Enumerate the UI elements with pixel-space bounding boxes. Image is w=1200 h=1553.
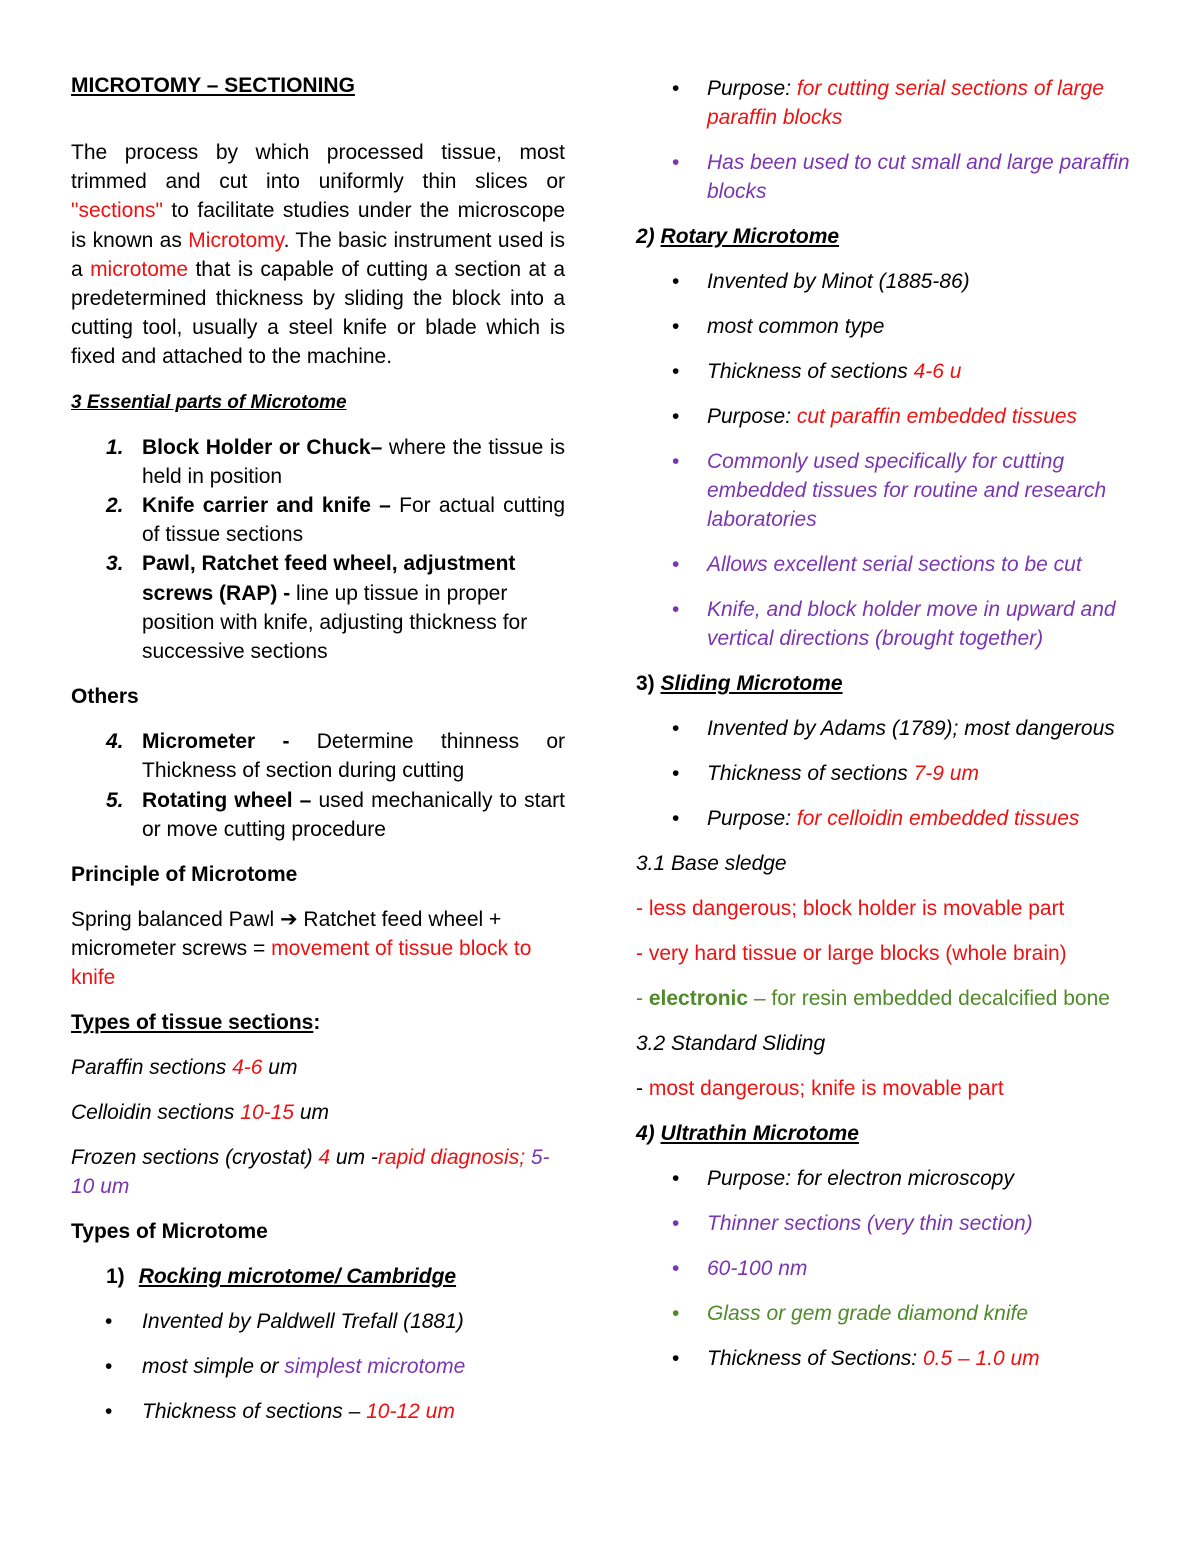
item-description: line up tissue in proper position with knife, adjusting thickness for successive sections: [142, 581, 528, 664]
bullet-text: Invented by Minot (1885-86): [707, 270, 970, 293]
list-item: [71, 433, 565, 491]
rocking-title: Rocking microtome/ Cambridge: [138, 1265, 457, 1289]
bullet-highlight: cut paraffin embedded tissues: [796, 405, 1078, 428]
bullet-icon: •: [672, 405, 680, 428]
base-sledge-line: [636, 984, 1136, 1013]
value: 4-6: [232, 1056, 263, 1080]
bullet-highlight: for celloidin embedded tissues: [796, 807, 1080, 830]
unit: um: [262, 1056, 298, 1080]
page-title: MICROTOMY – SECTIONING: [71, 74, 355, 97]
list-item: [636, 267, 1136, 296]
bullet-icon: •: [105, 1400, 113, 1424]
tissue-sections-heading: [71, 1008, 565, 1037]
list-item: [636, 312, 1136, 341]
list-item: [636, 550, 1136, 579]
bullet-icon: •: [672, 151, 680, 174]
list-item: [636, 804, 1136, 833]
bullet-icon: •: [672, 1212, 680, 1235]
sliding-heading: [636, 669, 1136, 698]
list-item: [636, 1299, 1136, 1328]
others-heading: Others: [71, 685, 139, 709]
sliding-title: Sliding Microtome: [660, 672, 843, 695]
bullet-text: Thickness of Sections:: [707, 1347, 923, 1370]
bullet-text: Glass or gem grade diamond knife: [707, 1302, 1028, 1325]
tissue-sections-title: Types of tissue sections: [71, 1011, 314, 1035]
bullet-text: Commonly used specifically for cutting embedded tissues for routine and research laboratories: [707, 450, 1107, 531]
item-term: Block Holder or Chuck–: [142, 435, 383, 459]
intro-text-2: to facilitate studies under the microscope is known as: [71, 199, 565, 252]
intro-microtome-term: microtome: [90, 257, 189, 281]
list-item: [636, 759, 1136, 788]
bullet-icon: •: [672, 717, 680, 740]
bullet-icon: •: [672, 270, 680, 293]
list-item: [636, 595, 1136, 653]
label: Paraffin sections: [71, 1056, 233, 1080]
principle-text-1: Spring balanced Pawl: [71, 908, 280, 932]
bullet-highlight: simplest microtome: [284, 1355, 466, 1379]
bullet-icon: •: [105, 1355, 113, 1379]
intro-paragraph: [71, 138, 565, 372]
principle-text: [71, 905, 565, 992]
bullet-icon: •: [672, 450, 680, 473]
value: 4: [318, 1146, 331, 1170]
rotary-heading: [636, 222, 1136, 251]
bullet-icon: •: [672, 553, 680, 576]
item-description: Determine thinness or Thickness of section during cutting: [142, 730, 566, 783]
item-number: 2): [636, 225, 655, 248]
list-item: [636, 74, 1136, 132]
item-number: 3.: [106, 552, 124, 576]
item-description: where the tissue is held in position: [142, 435, 565, 488]
bullet-text: Knife, and block holder move in upward and vertical directions (brought together): [707, 598, 1116, 650]
principle-heading: Principle of Microtome: [71, 863, 298, 887]
standard-sliding-line: [636, 1074, 1136, 1103]
unit: um: [293, 1101, 329, 1125]
essential-parts-list: [71, 433, 565, 667]
item-number: 2.: [106, 494, 124, 518]
bullet-highlight: 10-12 um: [366, 1400, 455, 1424]
bullet-text: Has been used to cut small and large paraffin blocks: [707, 151, 1130, 203]
bullet-icon: •: [672, 807, 680, 830]
label: Celloidin sections: [71, 1101, 241, 1125]
bullet-icon: •: [672, 1347, 680, 1370]
intro-text-1: The process by which processed tissue, most trimmed and cut into uniformly thin slices or: [71, 141, 565, 194]
ultrathin-title: Ultrathin Microtome: [660, 1122, 859, 1145]
item-term: Pawl, Ratchet feed wheel, adjustment screws (RAP) -: [142, 552, 516, 605]
item-description: used mechanically to start or move cutting procedure: [142, 788, 565, 841]
intro-microtomy-term: Microtomy: [188, 228, 284, 252]
list-item: [636, 1209, 1136, 1238]
bullet-text: Thickness of sections: [707, 762, 914, 785]
item-number: 1.: [106, 435, 124, 459]
value: 10-15: [240, 1101, 294, 1125]
item-number: 5.: [106, 788, 124, 812]
list-item: [636, 714, 1136, 743]
bullet-text: most common type: [707, 315, 885, 338]
right-column: [636, 74, 1136, 1373]
paraffin-sections: [71, 1053, 565, 1082]
base-sledge-heading: 3.1 Base sledge: [636, 852, 787, 875]
item-term: Knife carrier and knife –: [142, 494, 391, 518]
label: Frozen sections (cryostat): [71, 1146, 319, 1170]
list-item: [636, 402, 1136, 431]
list-item: [71, 491, 565, 549]
list-item: [71, 1307, 565, 1336]
list-item: [71, 549, 565, 666]
bullet-icon: •: [672, 598, 680, 621]
bullet-highlight: 4-6 u: [913, 360, 962, 383]
bullet-text: Allows excellent serial sections to be cut: [707, 553, 1082, 576]
bullet-icon: •: [672, 77, 680, 100]
intro-text-4: that is capable of cutting a section at a predetermined thickness by sliding the block into a cutting tool, usually a steel knife or blade which is fixed and attached to the machine.: [71, 257, 566, 369]
dash: -: [636, 1077, 649, 1100]
base-sledge-line: - very hard tissue or large blocks (whole brain): [636, 942, 1067, 965]
list-item: [636, 1164, 1136, 1193]
line-text: most dangerous; knife is movable part: [648, 1077, 1004, 1100]
left-column: [71, 74, 565, 1426]
bullet-highlight: for cutting serial sections of large paraffin blocks: [707, 77, 1104, 129]
heading-colon: :: [313, 1011, 321, 1035]
list-item: [71, 727, 565, 785]
bullet-text: Invented by Adams (1789); most dangerous: [707, 717, 1115, 740]
item-number: 4): [636, 1122, 655, 1145]
value-2: 5-10 um: [71, 1146, 550, 1199]
list-item: [71, 786, 565, 844]
standard-sliding-heading: 3.2 Standard Sliding: [636, 1032, 826, 1055]
rapid-diagnosis: rapid diagnosis;: [377, 1146, 531, 1170]
item-term: Rotating wheel –: [142, 788, 312, 812]
bullet-highlight: 7-9 um: [913, 762, 979, 785]
item-number: 3): [636, 672, 655, 695]
list-item: [636, 148, 1136, 206]
celloidin-sections: [71, 1098, 565, 1127]
frozen-sections: [71, 1143, 565, 1201]
list-item: [71, 1352, 565, 1381]
rocking-heading: [71, 1262, 565, 1291]
bullet-icon: •: [672, 315, 680, 338]
dash: -: [636, 987, 649, 1010]
essential-parts-heading: 3 Essential parts of Microtome: [71, 391, 347, 413]
bullet-icon: •: [672, 360, 680, 383]
principle-text-2: Ratchet feed wheel + micrometer screws =: [71, 908, 502, 961]
line-text: – for resin embedded decalcified bone: [748, 987, 1110, 1010]
bullet-icon: •: [672, 1167, 680, 1190]
bullet-icon: •: [672, 762, 680, 785]
types-microtome-heading: Types of Microtome: [71, 1220, 268, 1244]
bullet-icon: •: [672, 1257, 680, 1280]
item-description: For actual cutting of tissue sections: [142, 494, 565, 547]
item-number: 4.: [106, 730, 124, 754]
electronic-term: electronic: [648, 987, 749, 1010]
item-term: Micrometer -: [142, 730, 290, 754]
intro-sections-term: "sections": [71, 199, 163, 223]
bullet-text: Purpose:: [707, 77, 797, 100]
bullet-text: Thinner sections (very thin section): [707, 1212, 1033, 1235]
bullet-icon: •: [672, 1302, 680, 1325]
principle-result: movement of tissue block to knife: [71, 937, 532, 990]
ultrathin-heading: [636, 1119, 1136, 1148]
others-list: [71, 727, 565, 844]
list-item: [636, 1344, 1136, 1373]
bullet-text: Thickness of sections: [707, 360, 914, 383]
bullet-text: Purpose: for electron microscopy: [707, 1167, 1014, 1190]
list-item: [636, 1254, 1136, 1283]
bullet-text: most simple or: [142, 1355, 285, 1379]
bullet-highlight: 0.5 – 1.0 um: [922, 1347, 1040, 1370]
bullet-text: Purpose:: [707, 405, 797, 428]
bullet-icon: •: [105, 1310, 113, 1334]
list-item: [71, 1397, 565, 1426]
bullet-text: Invented by Paldwell Trefall (1881): [142, 1310, 464, 1334]
item-number: 1): [106, 1265, 125, 1289]
bullet-text: Purpose:: [707, 807, 797, 830]
unit: um -: [330, 1146, 378, 1170]
base-sledge-line: - less dangerous; block holder is movable part: [636, 897, 1065, 920]
rotary-title: Rotary Microtome: [660, 225, 840, 248]
bullet-text: 60-100 nm: [707, 1257, 808, 1280]
bullet-text: Thickness of sections –: [142, 1400, 367, 1424]
list-item: [636, 447, 1136, 534]
intro-text-3: . The basic instrument used is a: [71, 228, 566, 281]
list-item: [636, 357, 1136, 386]
arrow-right-icon: ➔: [279, 908, 298, 932]
